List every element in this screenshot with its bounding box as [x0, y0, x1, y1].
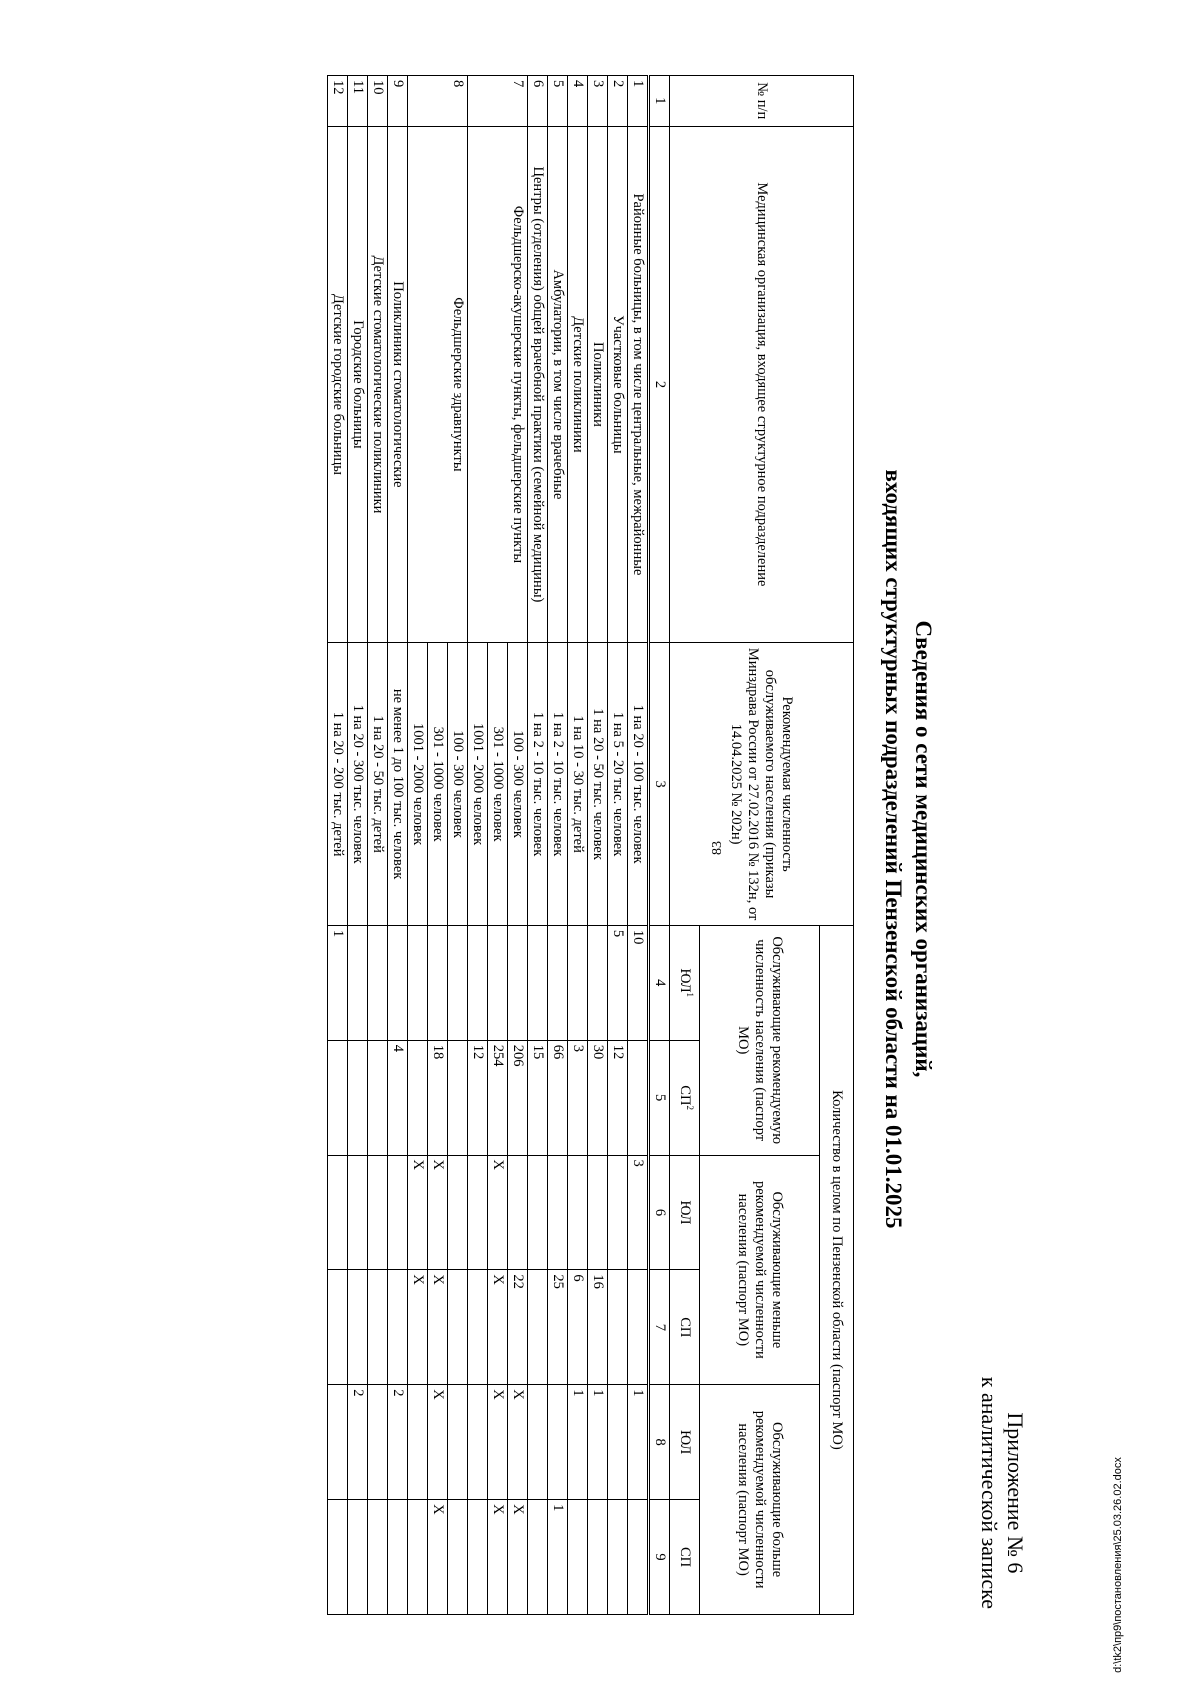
- count-cell-sp2: [328, 1269, 348, 1384]
- count-cell-ul2: [528, 1155, 548, 1270]
- row-number: 11: [348, 75, 368, 126]
- recommended-population: 100 - 300 человек: [508, 642, 528, 925]
- organization-name: Центры (отделения) общей врачебной практики (семейной медицины): [528, 126, 548, 643]
- rotated-page-content: [150, 49, 1050, 1649]
- column-number: 9: [649, 1499, 670, 1614]
- recommended-population: 1 на 20 - 200 тыс. детей: [328, 642, 348, 925]
- count-cell-ul1: 5: [608, 925, 628, 1040]
- count-cell-ul3: X: [488, 1384, 508, 1499]
- recommended-population: 1 на 20 - 50 тыс. детей: [368, 642, 388, 925]
- row-number: 9: [388, 75, 408, 126]
- count-cell-sp1: 15: [528, 1040, 548, 1155]
- count-cell-sp2: [388, 1269, 408, 1384]
- count-cell-ul1: [408, 925, 428, 1040]
- header-total-region: Количество в целом по Пензенской области (паспорт МО): [820, 925, 854, 1614]
- recommended-population: 1 на 20 - 300 тыс. человек: [348, 642, 368, 925]
- header-sp-2: СП: [670, 1269, 700, 1384]
- organization-name: Амбулатории, в том числе врачебные: [548, 126, 568, 643]
- header-ul-3: ЮЛ: [670, 1384, 700, 1499]
- count-cell-ul1: [368, 925, 388, 1040]
- count-cell-sp2: 25: [548, 1269, 568, 1384]
- table-row: [508, 75, 528, 1614]
- count-cell-ul2: [508, 1155, 528, 1270]
- count-cell-sp1: 3: [568, 1040, 588, 1155]
- row-number: 5: [548, 75, 568, 126]
- header-organization: Медицинская организация, входящее структурное подразделение: [670, 126, 854, 643]
- count-cell-ul3: [528, 1384, 548, 1499]
- count-cell-sp2: X: [488, 1269, 508, 1384]
- count-cell-sp1: 206: [508, 1040, 528, 1155]
- organization-name: Поликлиники стоматологические: [388, 126, 408, 643]
- footer-file-path: d:\tk2\пр9\постановления\25.03.26.02.docx: [1112, 1457, 1124, 1673]
- recommended-population: 301 - 1000 человек: [428, 642, 448, 925]
- count-cell-sp1: 66: [548, 1040, 568, 1155]
- count-cell-sp2: [608, 1269, 628, 1384]
- appendix-line-2: к аналитической записке: [977, 1376, 1002, 1609]
- count-cell-sp3: [468, 1499, 488, 1614]
- count-cell-sp2: [448, 1269, 468, 1384]
- count-cell-ul1: [488, 925, 508, 1040]
- row-number: 3: [588, 75, 608, 126]
- count-cell-ul1: [428, 925, 448, 1040]
- count-cell-sp2: [348, 1269, 368, 1384]
- column-number: 6: [649, 1155, 670, 1270]
- count-cell-ul2: [368, 1155, 388, 1270]
- count-cell-sp2: X: [408, 1269, 428, 1384]
- count-cell-sp3: [528, 1499, 548, 1614]
- count-cell-ul2: [448, 1155, 468, 1270]
- count-cell-ul1: 1: [328, 925, 348, 1040]
- count-cell-sp1: [368, 1040, 388, 1155]
- organization-name: Районные больницы, в том числе центральные, межрайонные: [628, 126, 649, 643]
- count-cell-sp1: 12: [468, 1040, 488, 1155]
- table-row: [328, 75, 348, 1614]
- table-row: [448, 75, 468, 1614]
- table-row: [548, 75, 568, 1614]
- count-cell-ul2: 3: [628, 1155, 649, 1270]
- count-cell-ul3: [448, 1384, 468, 1499]
- count-cell-sp1: 4: [388, 1040, 408, 1155]
- column-number: 2: [649, 126, 670, 643]
- count-cell-sp3: [628, 1499, 649, 1614]
- count-cell-sp3: [368, 1499, 388, 1614]
- count-cell-sp3: [568, 1499, 588, 1614]
- count-cell-sp3: X: [488, 1499, 508, 1614]
- table-row: [388, 75, 408, 1614]
- count-cell-sp1: 12: [608, 1040, 628, 1155]
- row-number: 12: [328, 75, 348, 126]
- row-number: 6: [528, 75, 548, 126]
- count-cell-sp2: [528, 1269, 548, 1384]
- table-body: [328, 75, 670, 1614]
- count-cell-ul2: [388, 1155, 408, 1270]
- count-cell-sp2: 6: [568, 1269, 588, 1384]
- header-ul-1: $ЮЛ^1$: [670, 925, 700, 1040]
- count-cell-sp2: 16: [588, 1269, 608, 1384]
- table-row: [608, 75, 628, 1614]
- count-cell-sp1: [628, 1040, 649, 1155]
- column-number: 7: [649, 1269, 670, 1384]
- count-cell-sp2: 22: [508, 1269, 528, 1384]
- table-row: [368, 75, 388, 1614]
- header-num: № п/п: [670, 75, 854, 126]
- row-number: 4: [568, 75, 588, 126]
- count-cell-ul2: [328, 1155, 348, 1270]
- count-cell-ul2: [588, 1155, 608, 1270]
- page-number: 83: [710, 841, 725, 855]
- column-number: 5: [649, 1040, 670, 1155]
- organization-name: Детские поликлиники: [568, 126, 588, 643]
- header-ul-2: ЮЛ: [670, 1155, 700, 1270]
- recommended-population: 1 на 20 - 100 тыс. человек: [628, 642, 649, 925]
- column-number: 3: [649, 642, 670, 925]
- count-cell-ul1: [448, 925, 468, 1040]
- recommended-population: 301 - 1000 человек: [488, 642, 508, 925]
- count-cell-sp3: [588, 1499, 608, 1614]
- count-cell-ul3: [408, 1384, 428, 1499]
- count-cell-sp1: [448, 1040, 468, 1155]
- count-cell-sp2: [368, 1269, 388, 1384]
- count-cell-ul3: 1: [628, 1384, 649, 1499]
- count-cell-ul3: [328, 1384, 348, 1499]
- recommended-population: 1001 - 2000 человек: [468, 642, 488, 925]
- row-number: 1: [628, 75, 649, 126]
- count-cell-sp2: X: [428, 1269, 448, 1384]
- count-cell-ul3: X: [508, 1384, 528, 1499]
- count-cell-ul1: [468, 925, 488, 1040]
- header-group-more: Обслуживающие больше рекомендуемой численности населения (паспорт МО): [700, 1384, 820, 1614]
- count-cell-ul1: [388, 925, 408, 1040]
- count-cell-ul1: [568, 925, 588, 1040]
- row-number: 7: [468, 75, 528, 126]
- count-cell-sp1: 30: [588, 1040, 608, 1155]
- column-number: 8: [649, 1384, 670, 1499]
- appendix-caption: [976, 1376, 1028, 1608]
- appendix-line-1: Приложение № 6: [1003, 1411, 1028, 1573]
- recommended-population: 100 - 300 человек: [448, 642, 468, 925]
- table-row: [588, 75, 608, 1614]
- count-cell-ul2: [568, 1155, 588, 1270]
- recommended-population: 1 на 2 - 10 тыс. человек: [528, 642, 548, 925]
- count-cell-ul3: 1: [568, 1384, 588, 1499]
- count-cell-sp1: 254: [488, 1040, 508, 1155]
- count-cell-ul2: X: [428, 1155, 448, 1270]
- count-cell-ul2: [608, 1155, 628, 1270]
- table-row: [348, 75, 368, 1614]
- count-cell-ul1: [508, 925, 528, 1040]
- organization-name: Поликлиники: [588, 126, 608, 643]
- column-number: 4: [649, 925, 670, 1040]
- count-cell-sp1: 18: [428, 1040, 448, 1155]
- medical-network-table: [327, 75, 854, 1615]
- table-row: [528, 75, 548, 1614]
- count-cell-sp3: [328, 1499, 348, 1614]
- header-sp-1: $СП^2$: [670, 1040, 700, 1155]
- organization-name: Детские стоматологические поликлиники: [368, 126, 388, 643]
- header-group-recommended: Обслуживающие рекомендуемую численность населения (паспорт МО): [700, 925, 820, 1155]
- count-cell-sp3: [608, 1499, 628, 1614]
- recommended-population: 1 на 2 - 10 тыс. человек: [548, 642, 568, 925]
- count-cell-sp3: [388, 1499, 408, 1614]
- count-cell-ul1: 10: [628, 925, 649, 1040]
- recommended-population: 1001 - 2000 человек: [408, 642, 428, 925]
- count-cell-sp2: [628, 1269, 649, 1384]
- count-cell-sp3: X: [508, 1499, 528, 1614]
- count-cell-ul2: X: [408, 1155, 428, 1270]
- count-cell-sp3: 1: [548, 1499, 568, 1614]
- count-cell-ul3: [548, 1384, 568, 1499]
- document-title: [878, 49, 938, 1649]
- recommended-population: 1 на 10 - 30 тыс. детей: [568, 642, 588, 925]
- organization-name: Городские больницы: [348, 126, 368, 643]
- count-cell-ul1: [348, 925, 368, 1040]
- count-cell-ul3: X: [428, 1384, 448, 1499]
- count-cell-ul3: [368, 1384, 388, 1499]
- title-line-1: Сведения о сети медицинских организаций,: [911, 620, 936, 1077]
- count-cell-sp3: X: [428, 1499, 448, 1614]
- organization-name: Фельдшерско-акушерские пункты, фельдшерские пункты: [468, 126, 528, 643]
- count-cell-sp2: [468, 1269, 488, 1384]
- count-cell-sp1: [408, 1040, 428, 1155]
- count-cell-sp3: [408, 1499, 428, 1614]
- count-cell-ul3: [608, 1384, 628, 1499]
- count-cell-ul3: 2: [348, 1384, 368, 1499]
- column-number: 1: [649, 75, 670, 126]
- recommended-population: 1 на 5 - 20 тыс. человек: [608, 642, 628, 925]
- table-row: [628, 75, 649, 1614]
- header-group-less: Обслуживающие меньше рекомендуемой численности населения (паспорт МО): [700, 1155, 820, 1385]
- organization-name: Детские городские больницы: [328, 126, 348, 643]
- row-number: 2: [608, 75, 628, 126]
- count-cell-ul1: [548, 925, 568, 1040]
- table-row: [568, 75, 588, 1614]
- count-cell-sp3: [448, 1499, 468, 1614]
- count-cell-ul2: [548, 1155, 568, 1270]
- count-cell-sp1: [348, 1040, 368, 1155]
- count-cell-ul2: [348, 1155, 368, 1270]
- count-cell-sp3: [348, 1499, 368, 1614]
- count-cell-ul3: [468, 1384, 488, 1499]
- count-cell-ul2: X: [488, 1155, 508, 1270]
- title-line-2: входящих структурных подразделений Пензенской области на 01.01.2025: [881, 468, 906, 1228]
- organization-name: Фельдшерские здравпункты: [408, 126, 468, 643]
- column-number-row: [649, 75, 670, 1614]
- count-cell-sp1: [328, 1040, 348, 1155]
- count-cell-ul1: [588, 925, 608, 1040]
- count-cell-ul3: 1: [588, 1384, 608, 1499]
- header-recommended: Рекомендуемая численность обслуживаемого населения (приказы Минздрава России от 27.02.2016 № 132н, от 14.04.2025 № 202н): [670, 642, 854, 925]
- count-cell-ul2: [468, 1155, 488, 1270]
- count-cell-ul3: 2: [388, 1384, 408, 1499]
- recommended-population: не менее 1 до 100 тыс. человек: [388, 642, 408, 925]
- header-sp-3: СП: [670, 1499, 700, 1614]
- row-number: 10: [368, 75, 388, 126]
- recommended-population: 1 на 20 - 50 тыс. человек: [588, 642, 608, 925]
- row-number: 8: [408, 75, 468, 126]
- organization-name: Участковые больницы: [608, 126, 628, 643]
- count-cell-ul1: [528, 925, 548, 1040]
